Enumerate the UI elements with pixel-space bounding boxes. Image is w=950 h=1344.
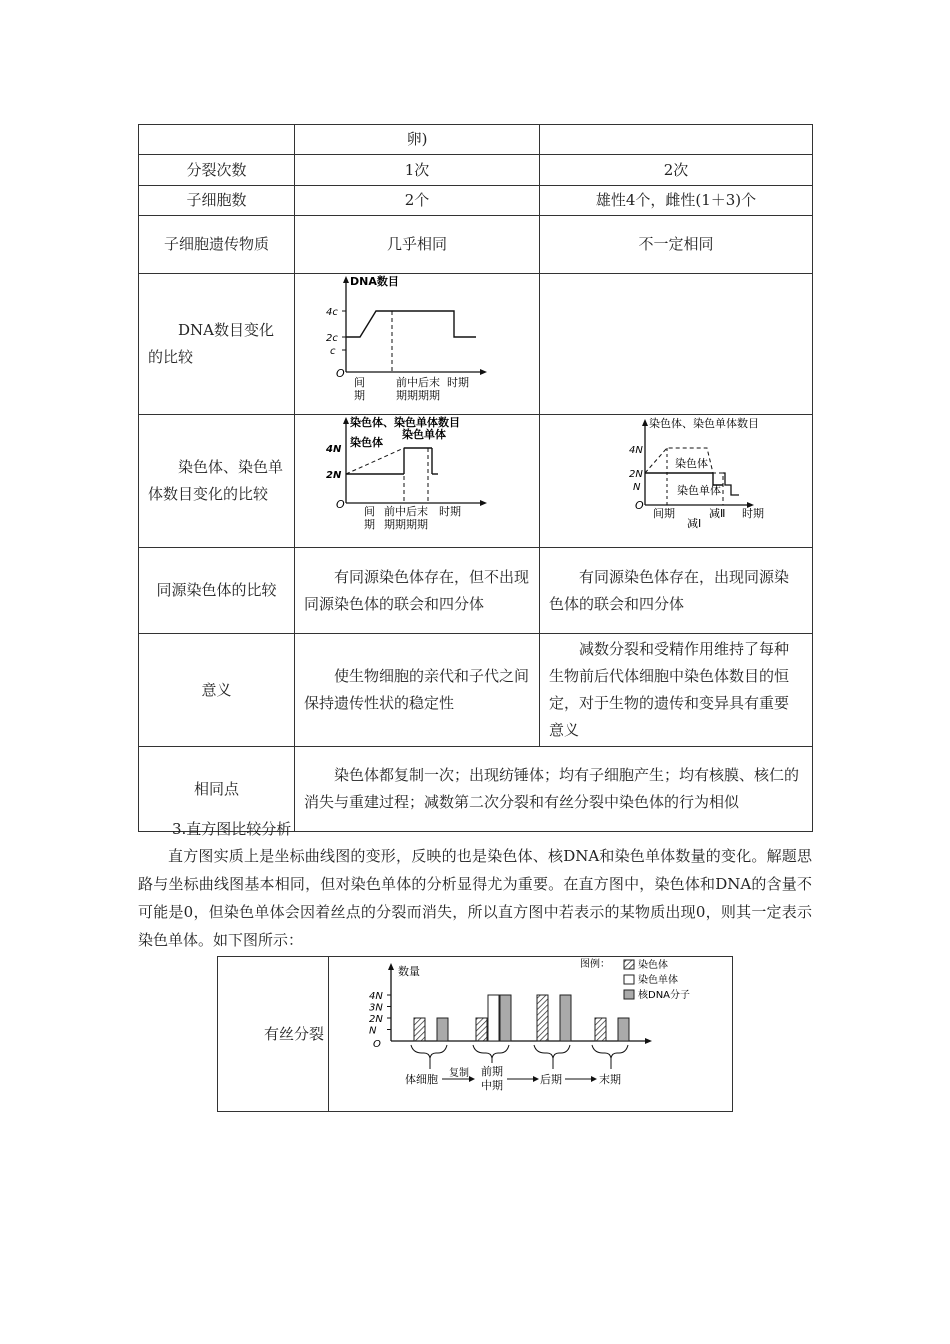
histogram-y-tick: 4N: [369, 991, 383, 1002]
homologous-label: 同源染色体的比较: [139, 548, 295, 634]
stage-somatic: 体细胞: [405, 1073, 438, 1086]
dna-x-phases-bottom: 期期期期: [396, 389, 440, 402]
histogram-chart: [329, 957, 732, 1107]
meiosis-legend-chromatid: 染色单体: [677, 484, 721, 497]
division-count-mitosis: 1次: [295, 155, 540, 186]
mitosis-tick-2n: 2N: [326, 470, 342, 481]
division-count-label: 分裂次数: [139, 155, 295, 186]
histogram-bar: [437, 1018, 448, 1041]
comparison-table: [138, 124, 813, 832]
histogram-bar: [476, 1018, 487, 1041]
division-count-meiosis: 2次: [540, 155, 813, 186]
histogram-cell: [329, 957, 733, 1112]
stage-metaphase: 中期: [481, 1079, 503, 1092]
genetic-material-mitosis: 几乎相同: [295, 216, 540, 274]
mitosis-tick-4n: 4N: [326, 444, 342, 455]
histogram-bar: [537, 995, 548, 1041]
dna-x-interphase-bottom: 期: [354, 389, 365, 402]
mitosis-x-interphase-bottom: 期: [364, 518, 375, 531]
mitosis-graph-title: 染色体、染色单体数目: [350, 416, 460, 429]
significance-label: 意义: [139, 634, 295, 747]
histogram-bar: [488, 995, 499, 1041]
dna-change-label: DNA数目变化的比较: [139, 274, 295, 415]
genetic-material-label: 子细胞遗传物质: [139, 216, 295, 274]
histogram-y-tick: 2N: [369, 1014, 383, 1025]
mitosis-origin: O: [336, 498, 345, 511]
section-title: 3.直方图比较分析: [172, 820, 292, 838]
histogram-origin: O: [373, 1039, 381, 1050]
histogram-y-title: 数量: [398, 965, 420, 978]
daughter-cell-count-label: 子细胞数: [139, 186, 295, 216]
meiosis-tick-n: N: [633, 482, 641, 493]
legend-dna: 核DNA分子: [638, 990, 691, 1001]
daughter-cell-count-meiosis: 雄性4个，雌性(1＋3)个: [540, 186, 813, 216]
mitosis-legend-chromosome: 染色体: [350, 436, 383, 449]
legend-chromosome: 染色体: [638, 960, 668, 971]
dna-graph-title: DNA数目: [350, 275, 399, 288]
dna-curve: [346, 311, 476, 337]
legend-chromatid-swatch: [624, 975, 634, 984]
histogram-table: [217, 956, 733, 1112]
homologous-mitosis: 有同源染色体存在，但不出现同源染色体的联会和四分体: [295, 548, 540, 634]
chromosome-change-label: 染色体、染色单体数目变化的比较: [139, 415, 295, 548]
dna-tick-4c: 4c: [326, 307, 338, 318]
histogram-bar: [560, 995, 571, 1041]
daughter-cell-count-mitosis: 2个: [295, 186, 540, 216]
mitosis-chrom-graph-cell: [295, 415, 540, 548]
histogram-bar: [414, 1018, 425, 1041]
similarities-label: 相同点: [139, 747, 295, 832]
meiosis-x-time: 时期: [742, 507, 764, 520]
histogram-label: 有丝分裂: [218, 957, 329, 1112]
meiosis-chrom-graph-cell: [540, 415, 813, 548]
dna-x-phases-top: 前中后末: [396, 376, 440, 389]
histogram-y-tick: 3N: [369, 1002, 383, 1014]
mitosis-legend-chromatid: 染色单体: [402, 428, 446, 441]
histogram-bars: [414, 995, 629, 1041]
meiosis-x-meiosis1: 减Ⅰ: [687, 517, 702, 530]
histogram-y-ticks: [369, 991, 391, 1050]
stage-anaphase: 后期: [540, 1073, 562, 1086]
histogram-bar: [595, 1018, 606, 1041]
legend-chromatid: 染色单体: [638, 975, 678, 986]
meiosis-tick-4n: 4N: [629, 445, 643, 456]
significance-meiosis: 减数分裂和受精作用维持了每种生物前后代体细胞中染色体数目的恒定，对于生物的遗传和变异具有重要意义: [540, 634, 813, 747]
meiosis-chromosome-graph: [549, 415, 821, 538]
meiosis-graph-title: 染色体、染色单体数目: [649, 417, 759, 430]
meiosis-x-interphase: 间期: [653, 507, 675, 520]
copy-label: 复制: [449, 1068, 469, 1079]
dna-x-interphase-top: 间: [354, 376, 365, 389]
section-paragraph: 直方图实质上是坐标曲线图的变形，反映的也是染色体、核DNA和染色单体数量的变化。解题思路与坐标曲线图基本相同，但对染色单体的分析显得尤为重要。在直方图中，染色体和DNA的含量不可能是0，但染色单体会因着丝点的分裂而消失，所以直方图中若表示的某物质出现0，则其一定表示染色单体。如下图所示：: [138, 847, 812, 949]
meiosis-origin: O: [635, 499, 644, 512]
legend-dna-swatch: [624, 990, 634, 999]
dna-tick-2c: 2c: [326, 333, 338, 344]
meiosis-tick-2n: 2N: [629, 469, 643, 480]
dna-tick-c: c: [330, 346, 336, 357]
mitosis-x-phases-top: 前中后末: [384, 505, 428, 518]
row0-mitosis: 卵): [295, 125, 540, 155]
legend-chromosome-swatch: [624, 960, 634, 969]
similarities-text: 染色体都复制一次；出现纺锤体；均有子细胞产生；均有核膜、核仁的消失与重建过程；减数第二次分裂和有丝分裂中染色体的行为相似: [295, 747, 813, 832]
histogram-bar: [618, 1018, 629, 1041]
dna-graph-cell: [295, 274, 540, 415]
dna-x-time: 时期: [447, 376, 469, 389]
histogram-y-tick: N: [369, 1025, 377, 1037]
stage-telophase: 末期: [599, 1073, 621, 1086]
dna-change-graph: [304, 274, 548, 405]
mitosis-chromosome-graph: [304, 415, 548, 538]
stage-prophase: 前期: [481, 1065, 503, 1078]
row0-label: [139, 125, 295, 155]
significance-mitosis: 使生物细胞的亲代和子代之间保持遗传性状的稳定性: [295, 634, 540, 747]
mitosis-x-interphase-top: 间: [364, 505, 375, 518]
meiosis-legend-chromosome: 染色体: [675, 457, 708, 470]
meiosis-x-meiosis2: 减Ⅱ: [709, 507, 726, 520]
homologous-meiosis: 有同源染色体存在，出现同源染色体的联会和四分体: [540, 548, 813, 634]
histogram-bar: [500, 995, 511, 1041]
genetic-material-meiosis: 不一定相同: [540, 216, 813, 274]
mitosis-x-phases-bottom: 期期期期: [384, 518, 428, 531]
dna-origin: O: [336, 367, 345, 380]
mitosis-x-time: 时期: [439, 505, 461, 518]
histogram-legend-title: 图例：: [580, 959, 610, 970]
dna-change-meiosis: [540, 274, 813, 415]
row0-meiosis: [540, 125, 813, 155]
